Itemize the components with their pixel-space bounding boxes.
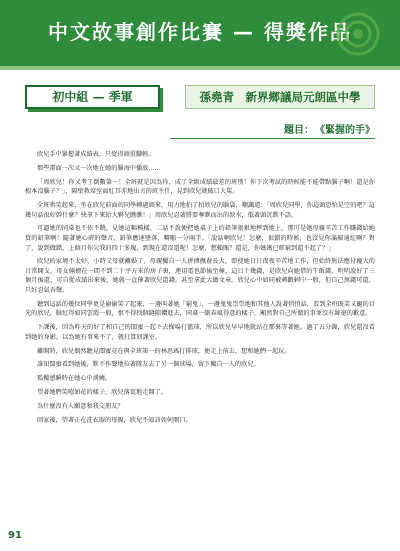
paragraph: 聽到這話的幾位同學更是偷偷笑了起來，一邊叫著她「窮鬼」，一邊鬼鬼祟祟地和其他人說著悄悄話，看到全班既笑又寵的目光的欣兒，臉紅得如同雲霞一般，恨不得找個縫隙鑽進去，同桌一副春風得意的樣子，顯然對自己所做的事並沒有絲毫的歉意。	[25, 300, 375, 318]
decorative-swirl-icon	[330, 6, 386, 62]
banner	[0, 0, 400, 68]
paragraph: 欣兒的家境不太好，小時父母就離婚了，母親獨自一人拼搏撫養長大，即使她日日夜夜辛苦地工作，但始終無法應付龐大的日常開支，母女倆擠在一間不到二十平方米的房子裏，連用電也節儉至極，這日十幾錢，是欣兒向她借的午飯錢，明明說好了三個月後還，可自從成績出來後，她就一直催著欣兒還錢，甚至拿此大做文章。欣兒心中如同被刺戳刺中一般，但自己無錢可還，只好忍氣吞聲。	[25, 258, 375, 295]
story-title-label: 題目：	[284, 125, 314, 136]
paragraph: 全班哄笑起來，坐在欣兒前面的同學轉過頭來，用力地拍了拍欣兒的腦袋，嘲諷道：「周欣兒同學，你這頭恐怕是空的吧？這幾句話很好幹什麼？快拿下來給大夥兒瞧瞧！」周欣兒忍著將要奪眶而出的淚水，低著頭沉默不語。	[25, 201, 375, 219]
author-box	[185, 85, 375, 109]
category-box	[25, 85, 160, 109]
paragraph: 離開時，欣兒偶然聽見閨蜜竟在與全班第一的林思瑤打排球，便走上前去，想和她們一起玩。	[37, 347, 291, 355]
paragraph: 孤獨感瞬時在她心中湧繞。	[37, 375, 112, 383]
author-name-school: 孫堯青 新界鄉議局元朗區中學	[199, 90, 361, 104]
story-body	[25, 150, 375, 429]
paragraph: 「周欣兒！你又考了倒數第一！全班就是因為你，成了全級成績最差的班別！你下次考試的時候能不能帶點腦子啊！還是你根本沒腦子？」，隔壁教席室面紅耳赤地出言的班主任，見到欣兒就破口大罵。	[25, 178, 375, 196]
paragraph: 為什麼沒有人願意和我交朋友？	[37, 402, 124, 410]
paragraph: 那些畫面一次又一次地在她的腦海中播放……	[37, 164, 161, 172]
paragraph: 望著她們笑嘻如花的樣子，欣兒落寞地走開了。	[37, 388, 167, 396]
paragraph: 可遺她的同桌也不依不饒，見她這幅模樣，二話不說便把她桌子上的鉛筆狠狠地摔到地上，那可是她母親辛苦工作賺錢給她買的鉛筆啊！隨著她心碎的聲音，鉛筆應速墜落，噼啪一分兩半。「說話啊欣兒！怎麼，很錯的時候，也沒見你滿臉通紅啊？對了，說到做錯，上個月你欠我的四十多塊，到現在還沒還呢！怎麼，想賴賬？還是，你媽媽已經窮到還不起了？」	[25, 225, 375, 252]
page-number: 91	[8, 530, 22, 541]
paragraph: 回家後，望著正在洗衣服的母親，欣兒不知該如何開口。	[37, 416, 192, 424]
paragraph: 誰知閨蜜看到她後，默不作聲地拉著隊友去了另一個球場，留下獨自一人的欣兒。	[37, 361, 260, 369]
paragraph: 下課後，因為昨天的好了和自己的閨蜜一起下去操場打籃球，所以欣兒早早地就站在那裏等著她。過了五分鐘，欣兒還沒看到她的身影，以為她有事來不了，就打算回課室。	[25, 324, 375, 341]
banner-divider	[0, 66, 400, 70]
title-underline	[170, 138, 375, 139]
category-label: 初中組 — 季軍	[52, 90, 133, 104]
paragraph: 欣兒手中緊握著成績表，只覺得頭重腳輕。	[37, 151, 155, 158]
story-title: 《緊握的手》	[320, 125, 375, 136]
story-title-line	[284, 121, 375, 135]
banner-title: 中文故事創作比賽 — 得獎作品	[48, 20, 352, 44]
